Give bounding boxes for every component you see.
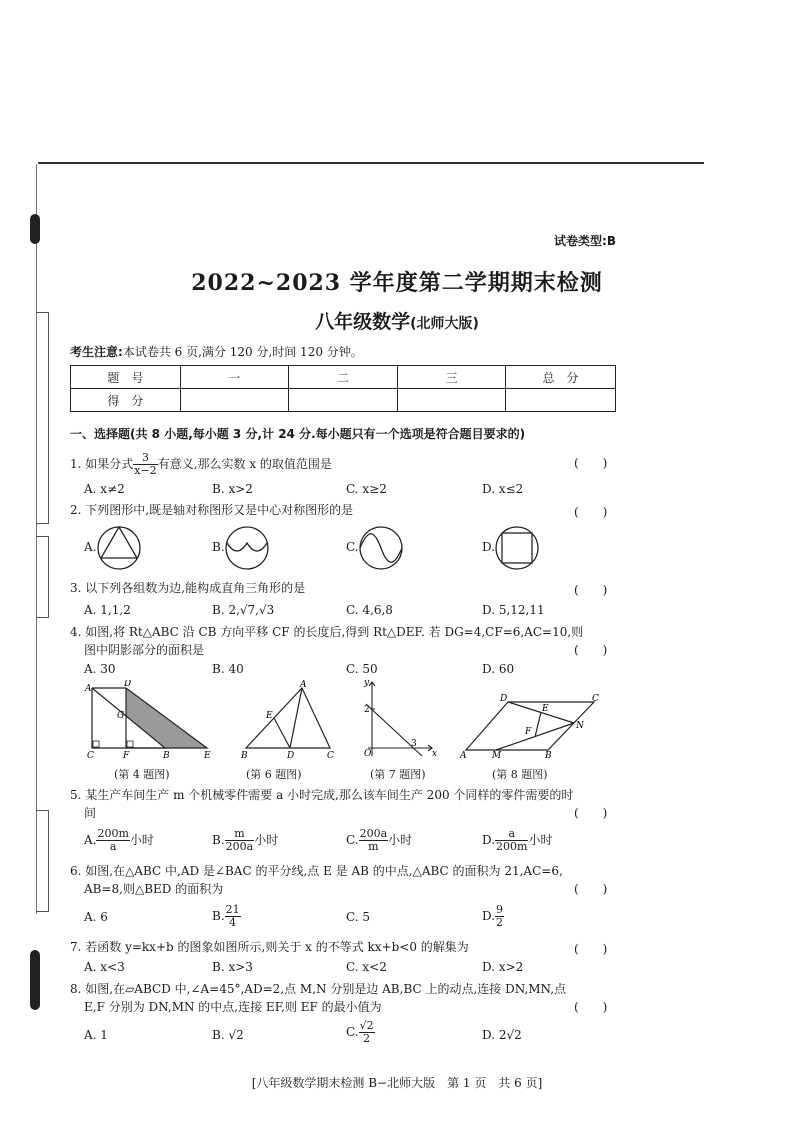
option-d[interactable]: D. 5,12,11 bbox=[482, 603, 545, 617]
answer-bracket[interactable]: ( ) bbox=[574, 505, 608, 519]
option-label: D. bbox=[482, 909, 496, 923]
option-c[interactable]: C. x≥2 bbox=[346, 482, 387, 496]
fig-label: 3 bbox=[411, 739, 417, 749]
question-4-line2: 图中阴影部分的面积是 bbox=[84, 643, 205, 657]
option-unit: 小时 bbox=[528, 833, 553, 847]
circle-wave-figure bbox=[358, 525, 404, 571]
fig-label: C bbox=[592, 694, 599, 704]
section-heading: 一、选择题(共 8 小题,每小题 3 分,计 24 分.每小题只有一个选项是符合题目要求的) bbox=[70, 427, 526, 441]
answer-bracket[interactable]: ( ) bbox=[574, 456, 608, 470]
binding-box bbox=[36, 312, 49, 524]
fig-label: 2 bbox=[364, 705, 370, 715]
question-5-line1: 5. 某生产车间生产 m 个机械零件需要 a 小时完成,那么该车间生产 200 个同样的零件需要的时 bbox=[70, 788, 574, 802]
option-fraction bbox=[495, 828, 528, 853]
binding-ring bbox=[30, 950, 40, 1010]
circle-triangle-figure bbox=[96, 525, 142, 571]
answer-bracket[interactable]: ( ) bbox=[574, 1000, 608, 1014]
option-d[interactable] bbox=[482, 828, 552, 853]
figure-8 bbox=[456, 690, 606, 762]
figure-caption: (第 4 题图) bbox=[114, 768, 170, 781]
option-b[interactable]: B. x>3 bbox=[212, 960, 253, 974]
score-table bbox=[70, 365, 616, 412]
score-table-header-row bbox=[71, 366, 616, 389]
option-fraction bbox=[225, 828, 255, 853]
score-cell: 三 bbox=[398, 366, 506, 389]
option-unit: 小时 bbox=[388, 833, 413, 847]
score-cell: 总 分 bbox=[506, 366, 616, 389]
score-entry[interactable] bbox=[506, 389, 616, 412]
question-5-line2: 间 bbox=[84, 806, 97, 820]
q1-fraction bbox=[133, 452, 157, 477]
option-b[interactable]: B. 40 bbox=[212, 662, 244, 676]
answer-bracket[interactable]: ( ) bbox=[574, 882, 608, 896]
binding-box bbox=[36, 810, 49, 912]
score-entry[interactable] bbox=[398, 389, 506, 412]
fig-label: D bbox=[500, 694, 508, 704]
exam-notice bbox=[70, 343, 363, 360]
question-7: 7. 若函数 y=kx+b 的图象如图所示,则关于 x 的不等式 kx+b<0 的解集为 bbox=[70, 940, 469, 954]
fig-label: F bbox=[123, 751, 130, 761]
option-b[interactable]: B. bbox=[212, 540, 225, 554]
option-d[interactable]: D. x≤2 bbox=[482, 482, 524, 496]
notice-text: 本试卷共 6 页,满分 120 分,时间 120 分钟。 bbox=[122, 345, 363, 359]
frac-numerator: √2 bbox=[359, 1019, 374, 1032]
option-a[interactable]: A. x≠2 bbox=[84, 482, 125, 496]
option-a[interactable]: A. 6 bbox=[84, 910, 108, 924]
option-unit: 小时 bbox=[254, 833, 279, 847]
figure-caption: (第 8 题图) bbox=[492, 768, 548, 781]
option-c[interactable]: C. x<2 bbox=[346, 960, 387, 974]
score-table-score-row bbox=[71, 389, 616, 412]
score-entry[interactable] bbox=[288, 389, 398, 412]
fig-label: E bbox=[204, 751, 211, 761]
frac-denominator: 200a bbox=[225, 840, 254, 853]
option-unit: 小时 bbox=[129, 833, 154, 847]
frac-denominator: 4 bbox=[229, 916, 237, 929]
binding-box bbox=[36, 536, 49, 618]
frac-numerator: 9 bbox=[496, 903, 504, 916]
question-3: 3. 以下列各组数为边,能构成直角三角形的是 bbox=[70, 581, 306, 595]
option-a[interactable]: A. x<3 bbox=[84, 960, 125, 974]
q1-text-pre: 1. 如果分式 bbox=[70, 457, 134, 471]
score-cell: 二 bbox=[288, 366, 398, 389]
figure-4 bbox=[84, 680, 218, 762]
fig-label: E bbox=[266, 711, 273, 721]
option-c[interactable]: C. bbox=[346, 540, 359, 554]
score-cell: 得 分 bbox=[71, 389, 181, 412]
option-fraction bbox=[225, 904, 241, 929]
option-d[interactable] bbox=[482, 904, 504, 929]
fig-label: A bbox=[460, 751, 467, 761]
figure-caption: (第 7 题图) bbox=[370, 768, 426, 781]
option-fraction bbox=[359, 1020, 375, 1045]
option-fraction bbox=[359, 828, 389, 853]
question-1 bbox=[70, 452, 332, 477]
frac-numerator: m bbox=[225, 828, 255, 841]
frac-denominator: 200m bbox=[496, 840, 528, 853]
frac-numerator: 21 bbox=[225, 903, 240, 916]
option-b[interactable]: B. x>2 bbox=[212, 482, 253, 496]
option-d[interactable]: D. x>2 bbox=[482, 960, 524, 974]
question-4-line1: 4. 如图,将 Rt△ABC 沿 CB 方向平移 CF 的长度后,得到 Rt△DEF. 若 DG=4,CF=6,AC=10,则 bbox=[70, 625, 584, 639]
fig-label: y bbox=[364, 678, 370, 688]
fig-label: B bbox=[163, 751, 170, 761]
option-a[interactable]: A. 30 bbox=[84, 662, 116, 676]
figure-7 bbox=[360, 676, 440, 762]
option-label: D. bbox=[482, 833, 496, 847]
option-a[interactable] bbox=[84, 828, 154, 853]
fig-label: B bbox=[241, 751, 248, 761]
page-title: 2022~2023 学年度第二学期期末检测 bbox=[191, 270, 603, 296]
question-6-line1: 6. 如图,在△ABC 中,AD 是∠BAC 的平分线,点 E 是 AB 的中点,△ABC 的面积为 21,AC=6, bbox=[70, 864, 563, 878]
score-entry[interactable] bbox=[180, 389, 288, 412]
option-b[interactable]: B. √2 bbox=[212, 1028, 244, 1042]
circle-square-figure bbox=[494, 525, 540, 571]
option-fraction bbox=[96, 828, 129, 853]
option-label: C. bbox=[346, 833, 359, 847]
frac-denominator: m bbox=[368, 840, 379, 853]
figure-6 bbox=[238, 680, 338, 762]
paper-type: 试卷类型:B bbox=[554, 234, 616, 248]
fig-label: B bbox=[545, 751, 552, 761]
circle-arcs-figure bbox=[224, 525, 270, 571]
fig-label: A bbox=[300, 680, 307, 690]
option-a[interactable]: A. 1,1,2 bbox=[84, 603, 131, 617]
option-fraction bbox=[495, 904, 504, 929]
notice-label: 考生注意: bbox=[70, 345, 123, 359]
fig-label: A bbox=[85, 684, 92, 694]
subtitle-edition: (北师大版) bbox=[410, 316, 479, 332]
frac-denominator: 2 bbox=[496, 916, 504, 929]
frac-denominator: 2 bbox=[363, 1032, 371, 1045]
score-cell: 题 号 bbox=[71, 366, 181, 389]
question-8-line1: 8. 如图,在▱ABCD 中,∠A=45°,AD=2,点 M,N 分别是边 AB,BC 上的动点,连接 DN,MN,点 bbox=[70, 982, 567, 996]
frac-denominator: x−2 bbox=[134, 464, 157, 477]
option-a[interactable]: A. 1 bbox=[84, 1028, 108, 1042]
fig-label: M bbox=[492, 751, 502, 761]
option-label: C. bbox=[346, 1025, 359, 1039]
page-subtitle bbox=[0, 307, 794, 334]
option-label: A. bbox=[84, 833, 97, 847]
question-6-line2: AB=8,则△BED 的面积为 bbox=[84, 882, 224, 896]
option-b[interactable] bbox=[212, 904, 241, 929]
fig-label: C bbox=[327, 751, 334, 761]
option-c[interactable]: C. 5 bbox=[346, 910, 371, 924]
binding-ring bbox=[30, 214, 40, 244]
answer-bracket[interactable]: ( ) bbox=[574, 583, 608, 597]
fig-label: E bbox=[542, 704, 549, 714]
frac-numerator: 200a bbox=[359, 827, 388, 840]
frac-numerator: 200m bbox=[97, 827, 129, 840]
question-8-line2: E,F 分别为 DN,MN 的中点,连接 EF,则 EF 的最小值为 bbox=[84, 1000, 382, 1014]
frac-denominator: a bbox=[109, 840, 117, 853]
top-rule bbox=[38, 162, 704, 164]
option-c[interactable]: C. 50 bbox=[346, 662, 378, 676]
frac-numerator: a bbox=[495, 828, 528, 841]
fig-label: D bbox=[287, 751, 295, 761]
fig-label: G bbox=[117, 711, 125, 721]
option-b[interactable] bbox=[212, 828, 278, 853]
answer-bracket[interactable]: ( ) bbox=[574, 942, 608, 956]
answer-bracket[interactable]: ( ) bbox=[574, 643, 608, 657]
answer-bracket[interactable]: ( ) bbox=[574, 806, 608, 820]
fig-label: O bbox=[364, 749, 372, 759]
option-c[interactable]: C. 4,6,8 bbox=[346, 603, 393, 617]
page-footer: [八年级数学期末检测 B−北师大版 第 1 页 共 6 页] bbox=[251, 1076, 543, 1090]
option-d[interactable]: D. 2√2 bbox=[482, 1028, 522, 1042]
fig-label: x bbox=[432, 749, 438, 759]
option-a[interactable]: A. bbox=[84, 540, 97, 554]
option-label: B. bbox=[212, 909, 225, 923]
q1-text-post: 有意义,那么实数 x 的取值范围是 bbox=[157, 457, 332, 471]
score-cell: 一 bbox=[180, 366, 288, 389]
fig-label: N bbox=[576, 721, 584, 731]
fig-label: C bbox=[87, 751, 94, 761]
option-d[interactable]: D. 60 bbox=[482, 662, 515, 676]
option-d[interactable]: D. bbox=[482, 540, 496, 554]
question-2: 2. 下列图形中,既是轴对称图形又是中心对称图形的是 bbox=[70, 503, 354, 517]
fig-label: F bbox=[525, 727, 532, 737]
option-c[interactable] bbox=[346, 1020, 375, 1045]
frac-numerator: 3 bbox=[133, 452, 157, 465]
option-b[interactable]: B. 2,√7,√3 bbox=[212, 603, 275, 617]
subtitle-main: 八年级数学 bbox=[315, 311, 411, 333]
option-label: B. bbox=[212, 833, 225, 847]
option-c[interactable] bbox=[346, 828, 412, 853]
figure-caption: (第 6 题图) bbox=[246, 768, 302, 781]
fig-label: D bbox=[124, 680, 132, 689]
